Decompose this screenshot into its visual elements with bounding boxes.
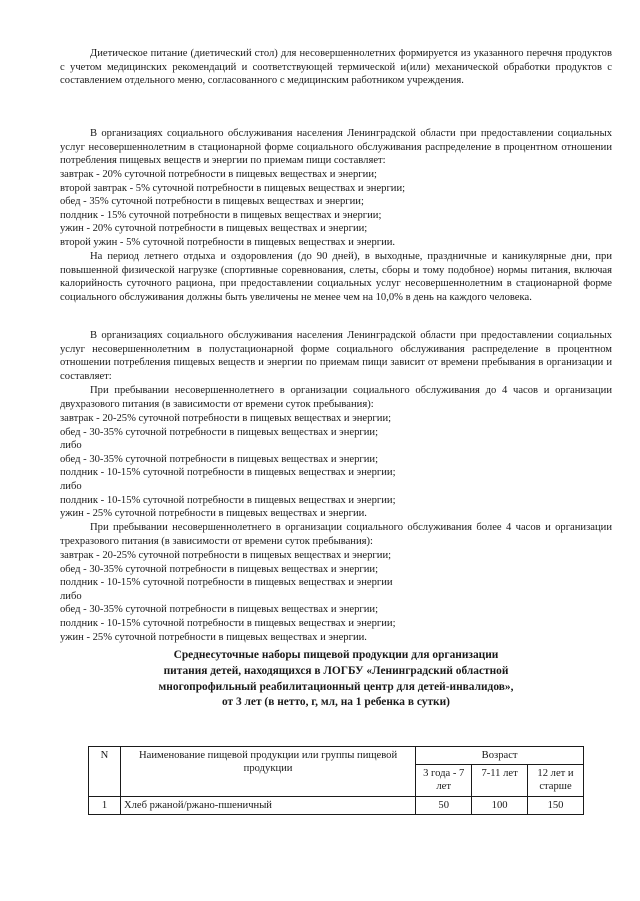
row-product-name: Хлеб ржаной/ржано-пшеничный bbox=[120, 796, 415, 814]
list-item: полдник - 10-15% суточной потребности в пищевых веществах и энергии; bbox=[60, 494, 396, 506]
list-item: второй завтрак - 5% суточной потребности в пищевых веществах и энергии; bbox=[60, 182, 406, 194]
section-title bbox=[60, 648, 612, 711]
list-item: ужин - 25% суточной потребности в пищевых веществах и энергии. bbox=[60, 508, 367, 520]
three-meal-list bbox=[60, 549, 612, 644]
list-item: завтрак - 20-25% суточной потребности в пищевых веществах и энергии; bbox=[60, 413, 392, 424]
list-item: обед - 30-35% суточной потребности в пищевых веществах и энергии; bbox=[60, 426, 379, 438]
list-item: полдник - 10-15% суточной потребности в пищевых веществах и энергии bbox=[60, 577, 393, 589]
list-item: полдник - 10-15% суточной потребности в пищевых веществах и энергии; bbox=[60, 467, 396, 479]
food-norms-table bbox=[88, 746, 584, 815]
intro-paragraph: Диетическое питание (диетический стол) для несовершеннолетних формируется из указанного перечня продуктов с учетом медицинских рекомендаций и соответствующей термической и(или) механической обработки продуктов с составлением отдельного меню, согласованного с медицинским работником учреждения. bbox=[60, 48, 612, 87]
section-title-line: Среднесуточные наборы пищевой продукции для организации bbox=[173, 649, 499, 661]
row-number: 1 bbox=[89, 796, 121, 814]
table-header-row bbox=[89, 747, 584, 765]
three-meal-intro: При пребывании несовершеннолетнего в организации социального обслуживания более 4 часов и организации трехразового питания (в зависимости от времени суток пребывания): bbox=[60, 522, 612, 547]
summer-paragraph: На период летнего отдыха и оздоровления (до 90 дней), в выходные, праздничные и каникулярные дни, при повышенной физической нагрузке (спортивные соревнования, слеты, сборы и тому подобное) нормы питания, включая калорийность суточного рациона, при предоставлении социальных услуг несовершеннолетним в стационарной форме социального обслуживания должны быть увеличены не менее чем на 10,0% в день на каждого человека. bbox=[60, 251, 612, 303]
header-n: N bbox=[89, 747, 121, 797]
list-item: обед - 30-35% суточной потребности в пищевых веществах и энергии; bbox=[60, 563, 379, 575]
list-item: обед - 35% суточной потребности в пищевых веществах и энергии; bbox=[60, 196, 364, 208]
row-value: 150 bbox=[528, 796, 584, 814]
header-age-group: 12 лет и старше bbox=[528, 765, 584, 796]
list-item: полдник - 10-15% суточной потребности в пищевых веществах и энергии; bbox=[60, 617, 396, 629]
list-item: обед - 30-35% суточной потребности в пищевых веществах и энергии; bbox=[60, 453, 379, 465]
section-title-line: от 3 лет (в нетто, г, мл, на 1 ребенка в сутки) bbox=[222, 696, 450, 709]
list-item: ужин - 20% суточной потребности в пищевых веществах и энергии; bbox=[60, 223, 368, 235]
row-value: 50 bbox=[416, 796, 472, 814]
list-item: либо bbox=[60, 590, 82, 602]
section-title-line: многопрофильный реабилитационный центр для детей-инвалидов», bbox=[158, 680, 514, 693]
two-meal-intro: При пребывании несовершеннолетнего в организации социального обслуживания до 4 часов и организации двухразового питания (в зависимости от времени суток пребывания): bbox=[60, 385, 612, 410]
table-row bbox=[89, 796, 584, 814]
list-item: либо bbox=[60, 480, 82, 492]
section-title-line: питания детей, находящихся в ЛОГБУ «Ленинградский областной bbox=[163, 664, 509, 677]
header-age-group: 3 года - 7 лет bbox=[416, 765, 472, 796]
list-item: ужин - 25% суточной потребности в пищевых веществах и энергии. bbox=[60, 631, 367, 643]
semi-paragraph: В организациях социального обслуживания населения Ленинградской области при предоставлении социальных услуг несовершеннолетним в полустационарной форме социального обслуживания распределение в процентном отношении потребления пищевых веществ и энергии по приемам пищи зависит от времени пребывания в организации и составляет: bbox=[60, 330, 612, 382]
list-item: полдник - 15% суточной потребности в пищевых веществах и энергии; bbox=[60, 209, 382, 221]
header-product-name: Наименование пищевой продукции или группы пищевой продукции bbox=[120, 747, 415, 797]
header-age-group: 7-11 лет bbox=[472, 765, 528, 796]
header-age: Возраст bbox=[416, 747, 584, 765]
two-meal-list bbox=[60, 412, 612, 521]
list-item: завтрак - 20-25% суточной потребности в пищевых веществах и энергии; bbox=[60, 550, 392, 561]
list-item: либо bbox=[60, 440, 82, 452]
list-item: второй ужин - 5% суточной потребности в пищевых веществах и энергии. bbox=[60, 236, 396, 248]
row-value: 100 bbox=[472, 796, 528, 814]
list-item: обед - 30-35% суточной потребности в пищевых веществах и энергии; bbox=[60, 604, 379, 616]
stationary-paragraph: В организациях социального обслуживания населения Ленинградской области при предоставлении социальных услуг несовершеннолетним в стационарной форме социального обслуживания распределение в процентном отношении потребления пищевых веществ и энергии по приемам пищи составляет: bbox=[60, 128, 612, 167]
list-item: завтрак - 20% суточной потребности в пищевых веществах и энергии; bbox=[60, 169, 377, 180]
stationary-meal-list bbox=[60, 168, 612, 250]
